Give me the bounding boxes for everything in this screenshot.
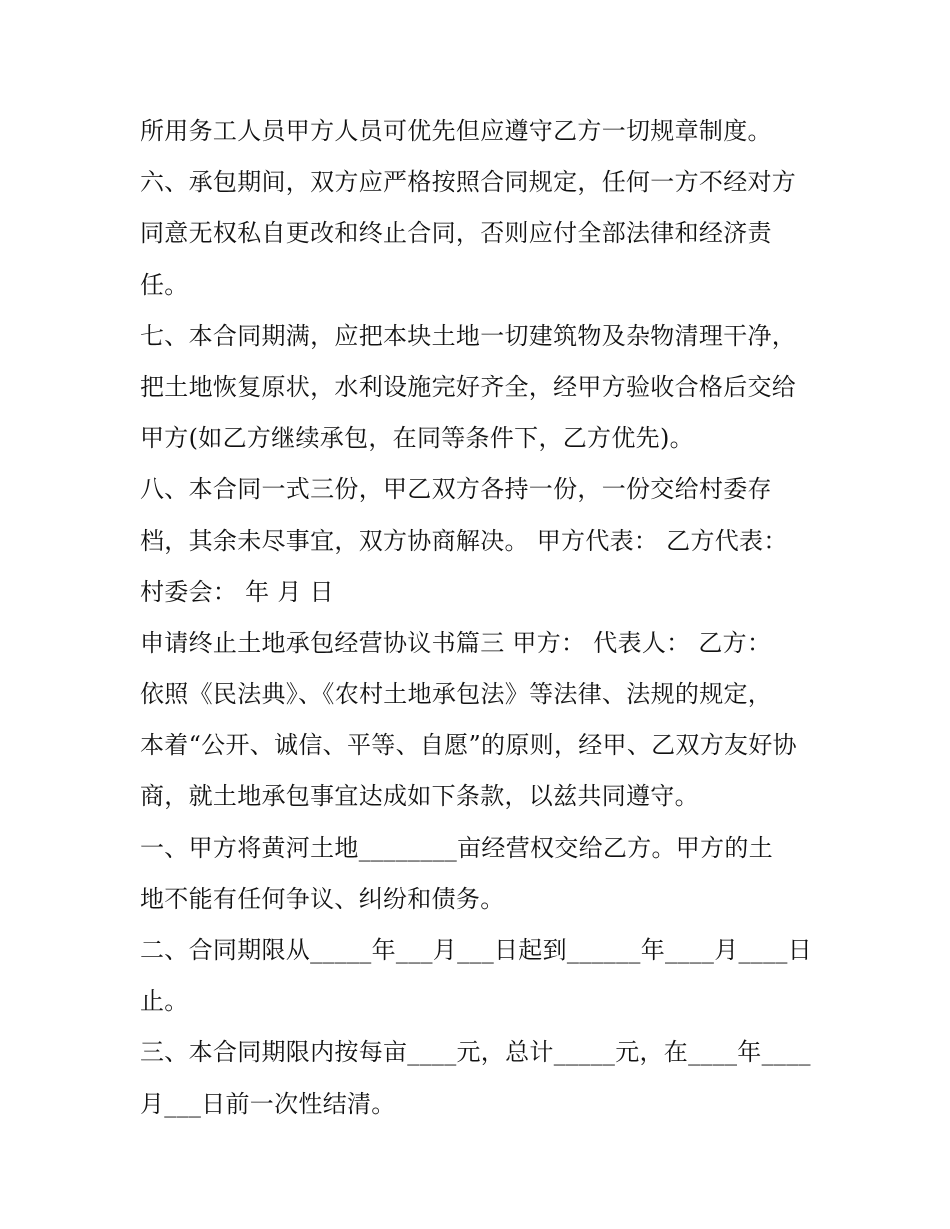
text-line-14: 商，就土地承包事宜达成如下条款，以兹共同遵守。 (140, 782, 699, 811)
text-line-12: 依照《民法典》、《农村土地承包法》等法律、法规的规定， (140, 680, 773, 709)
text-line-6: 把土地恢复原状，水利设施完好齐全，经甲方验收合格后交给 (140, 372, 797, 401)
text-line-11: 申请终止土地承包经营协议书篇三 甲方： 代表人： 乙方： (140, 628, 772, 657)
text-line-16: 地不能有任何争议、纠纷和债务。 (140, 884, 505, 913)
text-line-3: 同意无权私自更改和终止合同，否则应付全部法律和经济责 (140, 219, 772, 248)
text-line-9: 档，其余未尽事宜，双方协商解决。 甲方代表： 乙方代表： (140, 526, 788, 555)
text-line-19: 三、本合同期限内按每亩____元，总计_____元，在____年____ (140, 1038, 811, 1067)
text-line-1: 所用务工人员甲方人员可优先但应遵守乙方一切规章制度。 (140, 117, 772, 145)
text-line-15: 一、甲方将黄河土地________亩经营权交给乙方。甲方的土 (140, 833, 773, 862)
text-line-2: 六、承包期间，双方应严格按照合同规定，任何一方不经对方 (140, 168, 797, 197)
text-line-7: 甲方(如乙方继续承包，在同等条件下，乙方优先)。 (140, 424, 694, 453)
text-line-8: 八、本合同一式三份，甲乙双方各持一份，一份交给村委存 (140, 475, 772, 504)
text-line-10: 村委会： 年 月 日 (140, 577, 334, 606)
text-line-18: 止。 (140, 987, 189, 1016)
contract-text (140, 106, 820, 1130)
text-line-4: 任。 (140, 270, 189, 299)
text-line-5: 七、本合同期满，应把本块土地一切建筑物及杂物清理干净， (140, 321, 797, 350)
text-line-13: 本着“公开、诚信、平等、自愿”的原则，经甲、乙双方友好协 (140, 731, 797, 760)
text-line-17: 二、合同期限从_____年___月___日起到______年____月____日 (140, 936, 812, 964)
text-line-20: 月___日前一次性结清。 (140, 1089, 396, 1118)
